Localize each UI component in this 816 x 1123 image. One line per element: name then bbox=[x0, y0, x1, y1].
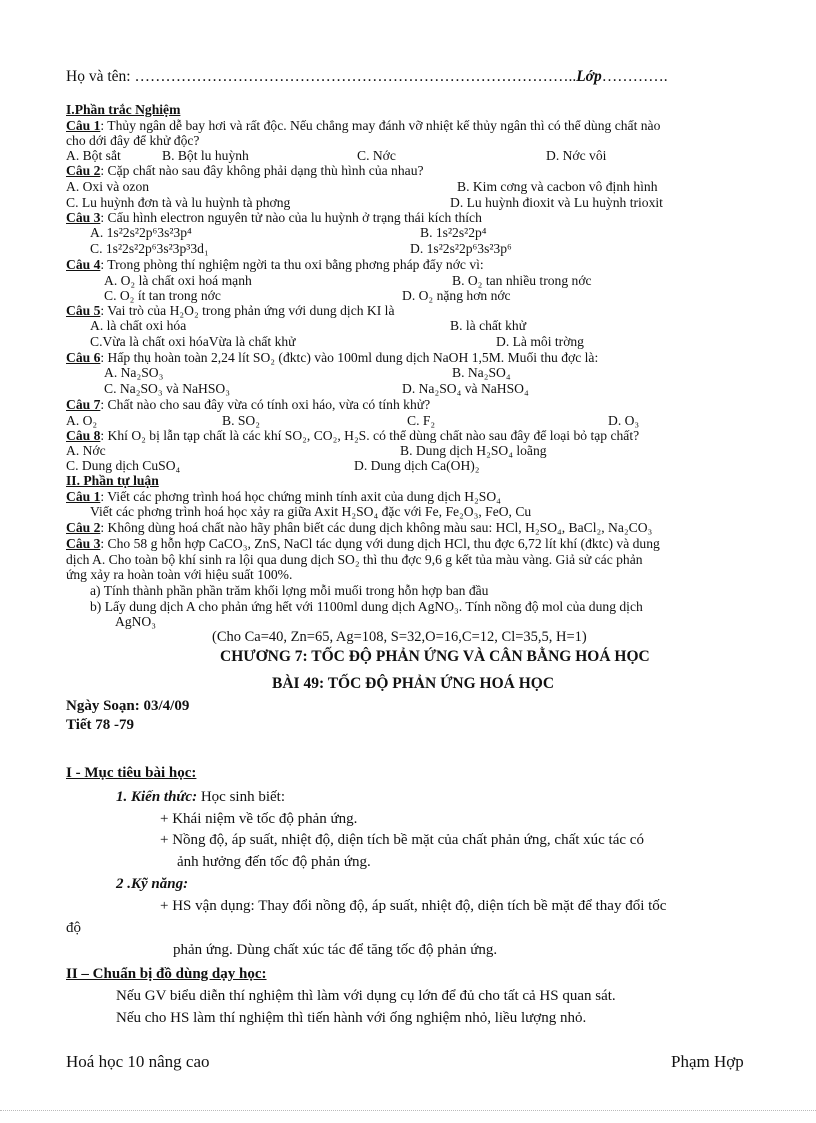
q2-text: : Cặp chất nào sau đây không phải dạng thù hình của nhau? bbox=[100, 163, 424, 178]
knowledge-label: 1. Kiến thức: bbox=[116, 789, 198, 805]
essay-q3-text2: dịch A. Cho toàn bộ khí sinh ra lội qua dung dịch SO₂ thì thu đợc 9,6 g kết tủa màu vàng. Giả sử các phản bbox=[66, 552, 643, 567]
footer-left: Hoá học 10 nâng cao bbox=[66, 1052, 210, 1071]
q3-option-a: A. 1s²2s²2p⁶3s²3p⁴ bbox=[90, 225, 192, 240]
q2-option-a: A. Oxi và ozon bbox=[66, 179, 150, 194]
page-bottom-divider bbox=[0, 1110, 816, 1111]
essay-question-1 bbox=[66, 489, 501, 505]
question-8 bbox=[66, 428, 639, 444]
q4-label: Câu 4 bbox=[66, 257, 101, 272]
q4-option-b: B. O₂ tan nhiều trong nớc bbox=[452, 273, 592, 288]
q8-option-c: C. Dung dịch CuSO₄ bbox=[66, 458, 181, 473]
essay-q3-part-a: a) Tính thành phần phần trăm khối lợng mỗi muối trong hỗn hợp ban đầu bbox=[90, 583, 489, 598]
q7-option-b: B. SO₂ bbox=[222, 413, 260, 428]
essay-q2-label: Câu 2 bbox=[66, 520, 101, 535]
question-7 bbox=[66, 397, 430, 413]
q2-option-d: D. Lu huỳnh đioxit và Lu huỳnh trioxit bbox=[450, 195, 663, 210]
essay-q3-part-b2: AgNO₃ bbox=[115, 614, 156, 629]
name-dots: ………………………………………………………………………….. bbox=[134, 68, 577, 85]
q4-text: : Trong phòng thí nghiệm ngời ta thu oxi bằng phơng pháp đẩy nớc vì: bbox=[100, 257, 484, 272]
skill-item-1b: độ bbox=[66, 920, 81, 936]
preparation-heading: II – Chuẩn bị đồ dùng dạy học: bbox=[66, 966, 267, 982]
essay-q3-text: : Cho 58 g hỗn hợp CaCO₃, ZnS, NaCl tác dụng với dung dịch HCl, thu đợc 6,72 lít khí (đktc) và dung bbox=[100, 536, 660, 551]
essay-question-2 bbox=[66, 520, 652, 536]
q7-option-a: A. O₂ bbox=[66, 413, 98, 428]
preparation-item-1: Nếu GV biểu diễn thí nghiệm thì làm với dụng cụ lớn để đủ cho tất cả HS quan sát. bbox=[116, 988, 616, 1004]
q8-label: Câu 8 bbox=[66, 428, 101, 443]
lesson-title: BÀI 49: TỐC ĐỘ PHẢN ỨNG HOÁ HỌC bbox=[272, 675, 555, 692]
q1-option-a: A. Bột sắt bbox=[66, 148, 121, 163]
q8-option-b: B. Dung dịch H₂SO₄ loãng bbox=[400, 443, 547, 458]
skill-label: 2 .Kỹ năng: bbox=[116, 876, 189, 892]
q1-text: : Thủy ngân dễ bay hơi và rất độc. Nếu chẳng may đánh vỡ nhiệt kế thủy ngân thì có thể dùng chất nào bbox=[100, 118, 661, 133]
q3-option-b: B. 1s²2s²2p⁴ bbox=[420, 225, 487, 240]
q5-text: : Vai trò của H₂O₂ trong phản ứng với dung dịch KI là bbox=[100, 303, 395, 318]
question-4 bbox=[66, 257, 484, 273]
q8-option-d: D. Dung dịch Ca(OH)₂ bbox=[354, 458, 480, 473]
class-label: Lớp bbox=[576, 68, 602, 85]
preparation-item-2: Nếu cho HS làm thí nghiệm thì tiến hành với ống nghiệm nhỏ, liều lượng nhỏ. bbox=[116, 1010, 587, 1026]
q3-option-c: C. 1s²2s²2p⁶3s²3p³3d₁ bbox=[90, 241, 209, 256]
essay-question-3 bbox=[66, 536, 660, 552]
knowledge-line bbox=[116, 789, 285, 806]
part2-title: II. Phần tự luận bbox=[66, 473, 159, 488]
footer-right: Phạm Hợp bbox=[671, 1052, 744, 1071]
q8-text: : Khí O₂ bị lẫn tạp chất là các khí SO₂, CO₂, H₂S. có thể dùng chất nào sau đây để loại bỏ tạp chất? bbox=[100, 428, 640, 443]
q3-option-d: D. 1s²2s²2p⁶3s²3p⁶ bbox=[410, 241, 512, 256]
name-label: Họ và tên: bbox=[66, 68, 131, 85]
q6-option-c: C. Na₂SO₃ và NaHSO₃ bbox=[104, 381, 230, 396]
essay-q1-label: Câu 1 bbox=[66, 489, 101, 504]
knowledge-item-2b: ảnh hưởng đến tốc độ phản ứng. bbox=[177, 854, 371, 870]
q6-option-a: A. Na₂SO₃ bbox=[104, 365, 164, 380]
q1-text2: cho dới đây để khử độc? bbox=[66, 133, 200, 148]
essay-q3-label: Câu 3 bbox=[66, 536, 101, 551]
q5-option-b: B. là chất khử bbox=[450, 318, 527, 333]
period: Tiết 78 -79 bbox=[66, 717, 135, 733]
q7-option-d: D. O₃ bbox=[608, 413, 640, 428]
q1-option-c: C. Nớc bbox=[357, 148, 396, 163]
q2-label: Câu 2 bbox=[66, 163, 101, 178]
class-dots: …………. bbox=[601, 68, 668, 85]
essay-q3-text3: ứng xảy ra hoàn toàn với hiệu suất 100%. bbox=[66, 567, 293, 582]
essay-q3-part-b: b) Lấy dung dịch A cho phản ứng hết với 1100ml dung dịch AgNO₃. Tính nồng độ mol của dung dịch bbox=[90, 599, 643, 614]
essay-q1-text: : Viết các phơng trình hoá học chứng minh tính axit của dung dịch H₂SO₄ bbox=[100, 489, 501, 504]
q1-option-d: D. Nớc vôi bbox=[546, 148, 607, 163]
q7-text: : Chất nào cho sau đây vừa có tính oxi háo, vừa có tính khử? bbox=[100, 397, 431, 412]
question-2 bbox=[66, 163, 424, 179]
q5-option-d: D. Là môi trờng bbox=[496, 334, 584, 349]
q7-option-c: C. F₂ bbox=[407, 413, 436, 428]
q4-option-d: D. O₂ nặng hơn nớc bbox=[402, 288, 511, 303]
q6-label: Câu 6 bbox=[66, 350, 101, 365]
atomic-masses: (Cho Ca=40, Zn=65, Ag=108, S=32,O=16,C=12, Cl=35,5, H=1) bbox=[212, 629, 587, 645]
q4-option-c: C. O₂ ít tan trong nớc bbox=[104, 288, 221, 303]
knowledge-item-2: + Nồng độ, áp suất, nhiệt độ, diện tích bề mặt của chất phản ứng, chất xúc tác có bbox=[160, 832, 644, 848]
q8-option-a: A. Nớc bbox=[66, 443, 106, 458]
question-3 bbox=[66, 210, 482, 226]
part1-title: I.Phần trắc Nghiệm bbox=[66, 102, 181, 117]
q5-option-c: C.Vừa là chất oxi hóaVừa là chất khử bbox=[90, 334, 296, 349]
essay-q1-text2: Viết các phơng trình hoá học xảy ra giữa Axit H₂SO₄ đặc với Fe, Fe₂O₃, FeO, Cu bbox=[90, 504, 532, 519]
knowledge-text: Học sinh biết: bbox=[200, 789, 285, 805]
q1-option-b: B. Bột lu huỳnh bbox=[162, 148, 249, 163]
q6-option-b: B. Na₂SO₄ bbox=[452, 365, 511, 380]
q3-text: : Cấu hình electron nguyên tử nào của lu huỳnh ở trạng thái kích thích bbox=[100, 210, 482, 225]
q7-label: Câu 7 bbox=[66, 397, 101, 412]
essay-q2-text: : Không dùng hoá chất nào hãy phân biết các dung dịch không màu sau: HCl, H₂SO₄, BaCl₂, Na₂CO₃ bbox=[100, 520, 653, 535]
q6-text: : Hấp thụ hoàn toàn 2,24 lít SO₂ (đktc) vào 100ml dung dịch NaOH 1,5M. Muối thu đợc là: bbox=[100, 350, 599, 365]
q2-option-b: B. Kim cơng và cacbon vô định hình bbox=[457, 179, 658, 194]
q5-option-a: A. là chất oxi hóa bbox=[90, 318, 187, 333]
question-1 bbox=[66, 118, 660, 134]
q3-label: Câu 3 bbox=[66, 210, 101, 225]
chapter-title: CHƯƠNG 7: TỐC ĐỘ PHẢN ỨNG VÀ CÂN BẰNG HOÁ HỌC bbox=[220, 648, 650, 665]
knowledge-item-1: + Khái niệm về tốc độ phản ứng. bbox=[160, 811, 358, 827]
skill-item-1: + HS vận dụng: Thay đổi nồng độ, áp suất, nhiệt độ, diện tích bề mặt để thay đổi tốc bbox=[160, 898, 667, 914]
objectives-heading: I - Mục tiêu bài học: bbox=[66, 765, 197, 781]
skill-item-1c: phản ứng. Dùng chất xúc tác để tăng tốc độ phản ứng. bbox=[173, 942, 498, 958]
q5-label: Câu 5 bbox=[66, 303, 101, 318]
name-line bbox=[66, 68, 668, 86]
question-6 bbox=[66, 350, 598, 366]
q6-option-d: D. Na₂SO₄ và NaHSO₄ bbox=[402, 381, 529, 396]
prep-date: Ngày Soạn: 03/4/09 bbox=[66, 698, 190, 714]
q1-label: Câu 1 bbox=[66, 118, 101, 133]
q2-option-c: C. Lu huỳnh đơn tà và lu huỳnh tà phơng bbox=[66, 195, 291, 210]
question-5 bbox=[66, 303, 394, 319]
q4-option-a: A. O₂ là chất oxi hoá mạnh bbox=[104, 273, 252, 288]
